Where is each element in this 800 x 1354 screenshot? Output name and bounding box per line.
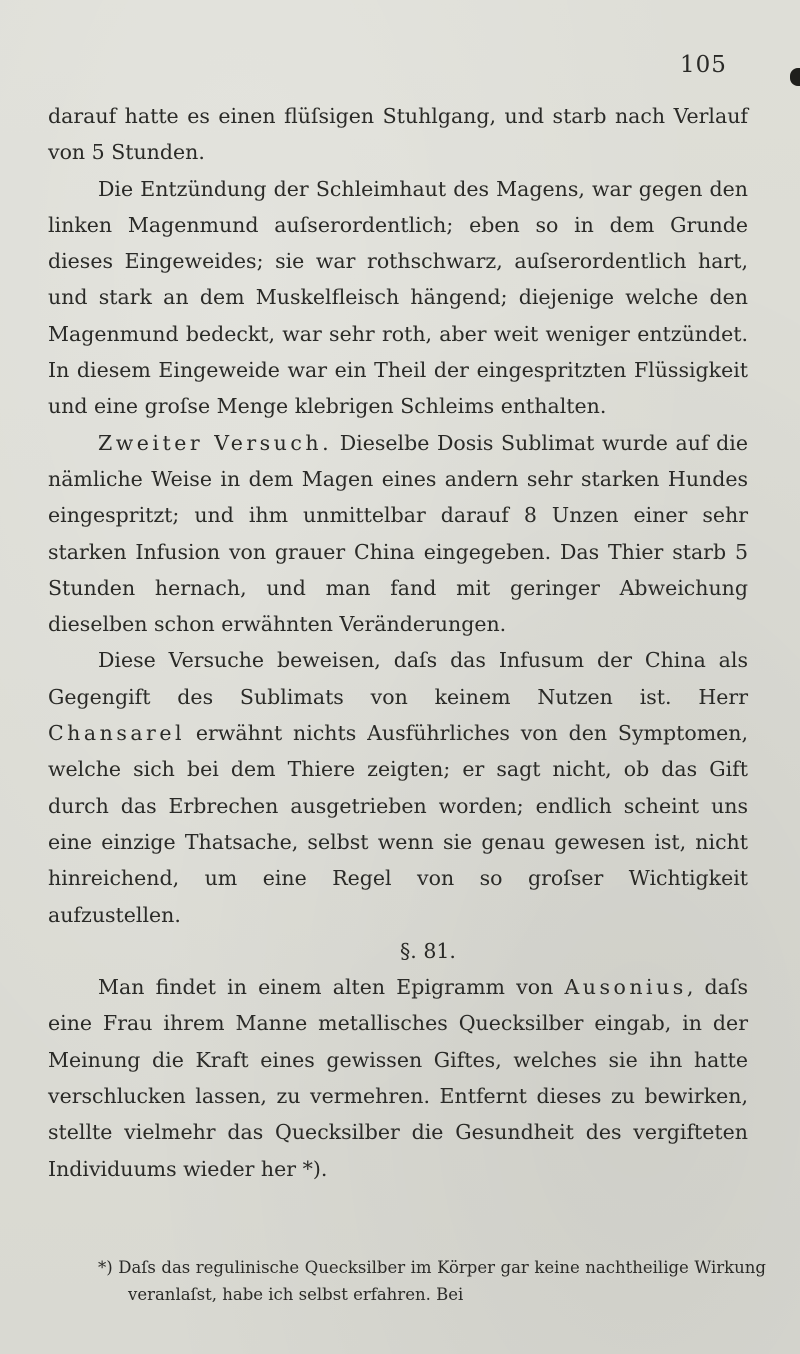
- footnote-paragraph: [98, 1254, 766, 1308]
- page-edge-mark: [790, 68, 800, 86]
- paragraph-4: [48, 642, 748, 932]
- experiment-heading: Zweiter Versuch.: [98, 430, 333, 455]
- page-number: 105: [680, 52, 727, 78]
- section-mark: §. 81.: [400, 938, 456, 963]
- paragraph-3-text: Dieselbe Dosis Sublimat wurde auf die nämliche Weise in dem Magen eines andern sehr starken Hundes eingespritzt; und ihm unmittelbar darauf 8 Unzen einer sehr starken Infusion von grauer China eingegeben. Das Thier starb 5 Stunden hernach, und man fand mit geringer Abweichung dieselben schon erwähnten Veränderungen.: [48, 430, 748, 637]
- author-name-ausonius: Ausonius: [564, 975, 687, 1000]
- footnote-marker: *): [98, 1258, 113, 1277]
- paragraph-5-text-b: , daſs eine Frau ihrem Manne metallisches Quecksilber eingab, in der Meinung die Kraft eines gewissen Giftes, welches sie ihn hatte verschlucken lassen, zu vermehren. Entfernt dieses zu bewirken, stellte vielmehr das Quecksilber die Gesundheit des vergifteten Individuums wieder her *).: [48, 975, 748, 1181]
- paragraph-2: Die Entzündung der Schleimhaut des Magens, war gegen den linken Magenmund auſserordentlich; eben so in dem Grunde dieses Eingeweides; sie war rothschwarz, auſserordentlich hart, und stark an dem Muskelfleisch hängend; diejenige welche den Magenmund bedeckt, war sehr roth, aber weit weniger entzündet. In diesem Eingeweide war ein Theil der eingespritzten Flüssigkeit und eine groſse Menge klebrigen Schleims enthalten.: [48, 176, 748, 419]
- paragraph-4-text-a: Diese Versuche beweisen, daſs das Infusum der China als Gegengift des Sublimats von keinem Nutzen ist. Herr: [48, 648, 748, 709]
- paragraph-4-text-b: erwähnt nichts Ausführliches von den Symptomen, welche sich bei dem Thiere zeigten; er sagt nicht, ob das Gift durch das Erbrechen ausgetrieben worden; endlich scheint uns eine einzige Thatsache, selbst wenn sie genau gewesen ist, nicht hinreichend, um eine Regel von so groſser Wichtigkeit aufzustellen.: [48, 721, 748, 927]
- author-name-chansarel: Chansarel: [48, 721, 186, 746]
- paragraph-3: [48, 425, 748, 643]
- footnote: [98, 1254, 766, 1308]
- footnote-text: Daſs das regulinische Quecksilber im Körper gar keine nachtheilige Wirkung veranlaſst, habe ich selbst erfahren. Bei: [112, 1258, 766, 1304]
- paragraph-5-text-a: Man findet in einem alten Epigramm von: [98, 975, 565, 1000]
- paragraph-5: [48, 969, 748, 1187]
- body-text: [48, 98, 748, 1187]
- paragraph-1: darauf hatte es einen flüſsigen Stuhlgang, und starb nach Verlauf von 5 Stunden.: [48, 104, 748, 165]
